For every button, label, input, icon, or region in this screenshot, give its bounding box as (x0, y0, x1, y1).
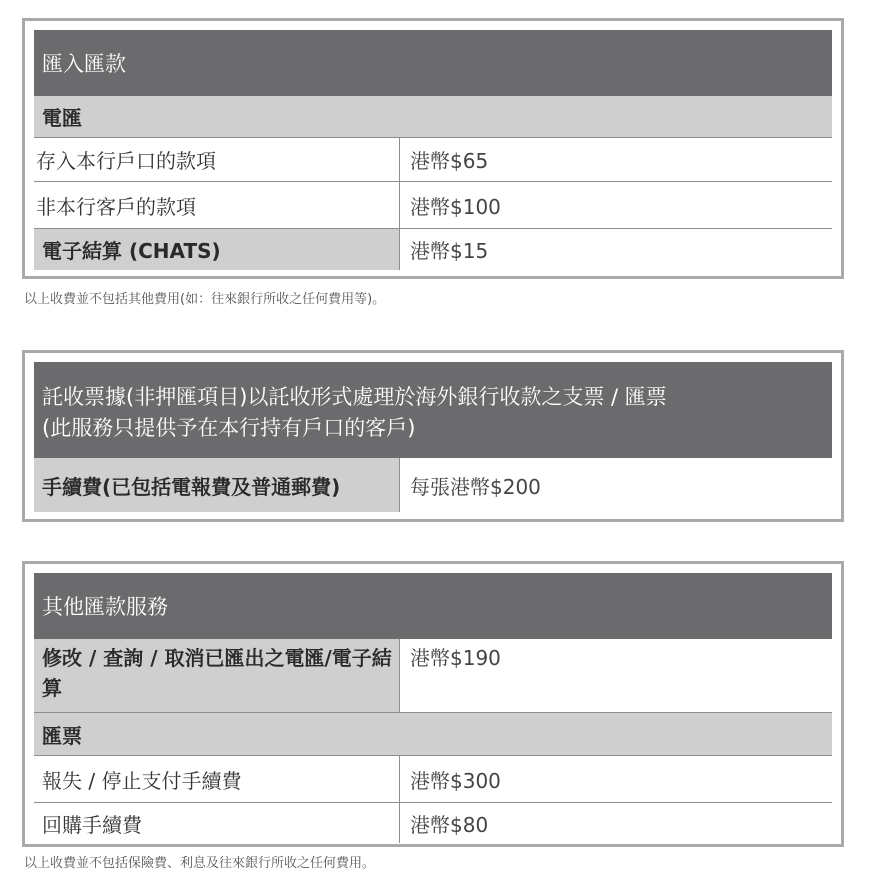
fee-label: 存入本行戶口的款項 (34, 138, 400, 181)
subheader-telegraphic-transfer (34, 96, 832, 138)
fee-value: 港幣$100 (410, 194, 501, 219)
section-header-text: 其他匯款服務 (42, 595, 168, 619)
table-row (34, 138, 832, 182)
section-header (34, 30, 832, 96)
fee-label: 報失 / 停止支付手續費 (34, 756, 400, 802)
footnote: 以上收費並不包括保險費、利息及往來銀行所收之任何費用。 (24, 856, 376, 871)
fee-label: 修改 / 查詢 / 取消已匯出之電匯/電子結算 (34, 639, 400, 712)
section-header-line2: (此服務只提供予在本行持有戶口的客戶) (42, 416, 416, 440)
table-row (34, 756, 832, 803)
fee-label: 回購手續費 (34, 803, 400, 843)
table-row (34, 639, 832, 713)
fee-value: 每張港幣$200 (410, 474, 541, 499)
table-row (34, 229, 832, 270)
fee-value: 港幣$80 (410, 812, 489, 837)
fee-label: 電子結算 (CHATS) (34, 229, 400, 270)
section-header-line1: 託收票據(非押匯項目)以託收形式處理於海外銀行收款之支票 / 匯票 (42, 385, 667, 409)
collection-table (22, 350, 844, 522)
inward-remittance-table (22, 18, 844, 279)
subheader-text: 電匯 (42, 106, 82, 130)
table-row (34, 803, 832, 843)
fee-label: 手續費(已包括電報費及普通郵費) (34, 458, 400, 512)
section-header (34, 573, 832, 639)
other-remittance-table (22, 561, 844, 847)
section-header (34, 362, 832, 458)
subheader-text: 匯票 (42, 723, 82, 748)
footnote: 以上收費並不包括其他費用(如：往來銀行所收之任何費用等)。 (24, 292, 386, 307)
section-header-text: 匯入匯款 (42, 52, 126, 76)
fee-value: 港幣$300 (410, 768, 501, 793)
table-row (34, 182, 832, 229)
fee-value: 港幣$65 (410, 149, 489, 173)
table-row (34, 458, 832, 512)
fee-label: 非本行客戶的款項 (34, 182, 400, 228)
subheader-demand-draft (34, 713, 832, 756)
fee-value: 港幣$190 (410, 646, 501, 670)
fee-value: 港幣$15 (410, 239, 489, 263)
